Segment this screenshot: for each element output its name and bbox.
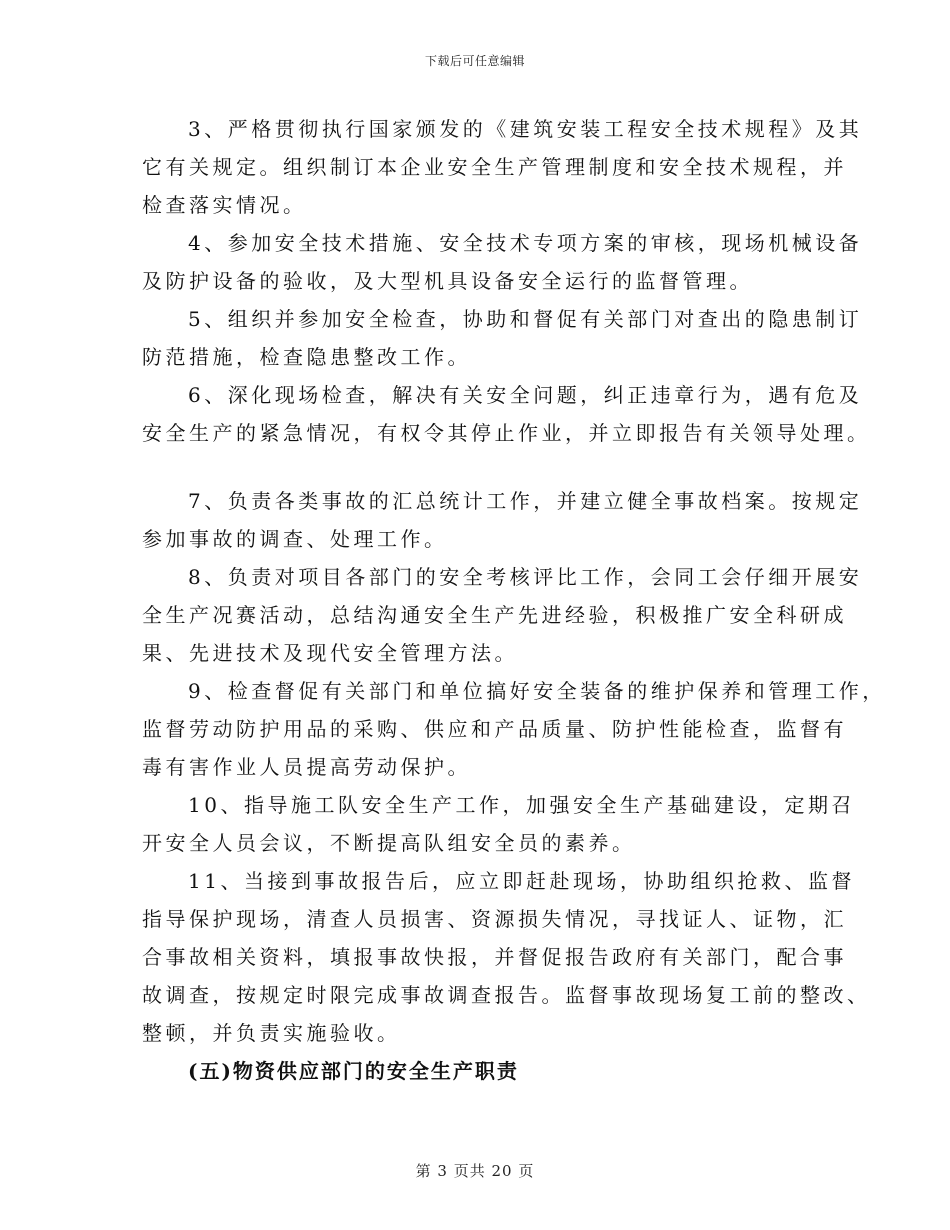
paragraph-line: 3、严格贯彻执行国家颁发的《建筑安装工程安全技术规程》及其 — [188, 117, 863, 141]
paragraph-line: 整顿，并负责实施验收。 — [142, 1021, 401, 1045]
paragraph-line: 指导保护现场，清查人员损害、资源损失情况，寻找证人、证物，汇 — [142, 907, 847, 931]
paragraph-line: 9、检查督促有关部门和单位搞好安全装备的维护保养和管理工作， — [188, 679, 886, 703]
page-footer: 第 3 页共 20 页 — [415, 1162, 535, 1180]
paragraph-item-6 — [142, 376, 871, 452]
paragraph-item-3 — [142, 110, 863, 224]
paragraph-line: 6、深化现场检查，解决有关安全问题，纠正违章行为，遇有危及 — [188, 383, 863, 407]
paragraph-line: 毒有害作业人员提高劳动保护。 — [142, 755, 471, 779]
paragraph-line: 故调查，按规定时限完成事故调查报告。监督事故现场复工前的整改、 — [142, 983, 871, 1007]
paragraph-item-11 — [142, 862, 871, 1052]
paragraph-line: 5、组织并参加安全检查，协助和督促有关部门对查出的隐患制订 — [188, 307, 863, 331]
paragraph-line: 4、参加安全技术措施、安全技术专项方案的审核，现场机械设备 — [188, 231, 863, 255]
paragraph-gap — [142, 452, 822, 482]
paragraph-line: 检查落实情况。 — [142, 193, 307, 217]
paragraph-item-9 — [142, 672, 886, 786]
paragraph-line: 及防护设备的验收，及大型机具设备安全运行的监督管理。 — [142, 269, 753, 293]
paragraph-line: 安全生产的紧急情况，有权令其停止作业，并立即报告有关领导处理。 — [142, 421, 871, 445]
section-heading: (五)物资供应部门的安全生产职责 — [188, 1059, 519, 1083]
paragraph-item-10 — [142, 786, 855, 862]
page-header: 下载后可任意编辑 — [424, 54, 525, 68]
paragraph-line: 合事故相关资料，填报事故快报，并督促报告政府有关部门，配合事 — [142, 945, 847, 969]
paragraph-line: 防范措施，检查隐患整改工作。 — [142, 345, 471, 369]
paragraph-line: 监督劳动防护用品的采购、供应和产品质量、防护性能检查，监督有 — [142, 717, 847, 741]
paragraph-line: 开安全人员会议，不断提高队组安全员的素养。 — [142, 831, 636, 855]
paragraph-item-7 — [142, 482, 863, 558]
paragraph-line: 参加事故的调查、处理工作。 — [142, 527, 448, 551]
paragraph-line: 果、先进技术及现代安全管理方法。 — [142, 641, 518, 665]
paragraph-line: 全生产况赛活动，总结沟通安全生产先进经验，积极推广安全科研成 — [142, 603, 847, 627]
paragraph-line: 它有关规定。组织制订本企业安全生产管理制度和安全技术规程，并 — [142, 155, 847, 179]
paragraph-item-8 — [142, 558, 863, 672]
document-body — [142, 110, 886, 1090]
paragraph-line: 7、负责各类事故的汇总统计工作，并建立健全事故档案。按规定 — [188, 489, 863, 513]
paragraph-item-5 — [142, 300, 863, 376]
paragraph-line: 10、指导施工队安全生产工作，加强安全生产基础建设，定期召 — [188, 793, 855, 817]
paragraph-item-4 — [142, 224, 863, 300]
paragraph-line: 8、负责对项目各部门的安全考核评比工作，会同工会仔细开展安 — [188, 565, 863, 589]
paragraph-line: 11、当接到事故报告后，应立即赶赴现场，协助组织抢救、监督 — [188, 869, 855, 893]
